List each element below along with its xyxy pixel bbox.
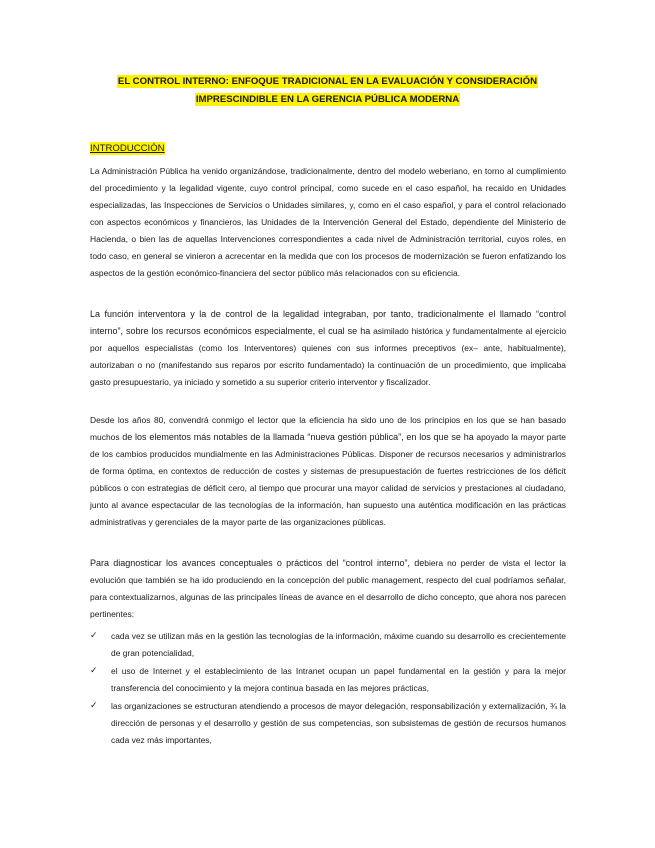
paragraph-1: [90, 163, 566, 282]
paragraph-4: [90, 555, 566, 623]
document-title: [90, 73, 565, 109]
checkmark-icon: ✓: [90, 666, 98, 676]
paragraph-4-text: biera no perder de vista el lector la evolución que también se ha ido produciendo en la concepción del public management, respecto del cual podríamos señalar, para contextualizarnos, algunas de las principales líneas de avance en el desarrollo de dicho concepto, que ahora nos parecen pertinentes:: [90, 558, 566, 619]
list-item: [90, 698, 566, 749]
paragraph-2: [90, 306, 566, 391]
paragraph-1-text: La Administración Pública ha venido organizándose, tradicionalmente, dentro del modelo weberiano, en torno al cumplimiento del procedimiento y la legalidad vigente, cuyo control principal, como sucede en el caso español, ha recaído en Unidades especializadas, las Inspecciones de Servicios o Unidades similares, y, como en el caso español, y para el control relacionado con aspectos económicos y financieros, las Unidades de la Intervención General del Estado, dependiente del Ministerio de Hacienda, o bien las de aquellas Intervenciones correspondientes a cada nivel de Administración territorial, cuyos roles, en todo caso, en general se vinieron a acrecentar en la medida que con los procesos de modernización se fueron enfatizando los aspectos de la gestión económico-financiera del sector público más relacionados con su eficiencia.: [90, 166, 566, 278]
paragraph-3-text-before: Desde los años 80, convendrá conmigo el lector que la eficiencia ha sido uno de los principios en los que se han basado muchos: [90, 415, 566, 442]
paragraph-3-mid: de los elementos más notables de la llamada “nueva gestión pública”, en los que se ha: [122, 432, 474, 442]
checkmark-icon: ✓: [90, 701, 98, 711]
list-item: [90, 628, 566, 662]
paragraph-3: [90, 412, 566, 531]
section-heading: INTRODUCCIÓN: [90, 143, 165, 154]
paragraph-2-lead: La función interventora y la de control de la legalidad integraban, por tanto, tradicionalmente el llamado “control interno”, sobre los recursos económicos especialmente, el cual se ha: [90, 309, 566, 336]
list-item: [90, 663, 566, 697]
bullet-list: [90, 628, 566, 750]
paragraph-3-text: apoyado la mayor parte de los cambios producidos mundialmente en las Administraciones Públicas. Disponer de recursos necesarios y administrarlos de forma óptima, en contextos de reducción de costes y sistemas de presupuestación de fuertes restricciones de los déficit públicos o con estrategias de déficit cero, al tiempo que procurar una mayor calidad de servicios y prestaciones al ciudadano, junto al avance espectacular de las tecnologías de la información, han supuesto una auténtica modificación en las prácticas administrativas y gerenciales de la mayor parte de las organizaciones públicas.: [90, 432, 567, 527]
paragraph-2-text: asimilado histórica y fundamentalmente al ejercicio por aquellos especialistas (como los Interventores) quienes con sus informes preceptivos (ex– ante, habitualmente), autorizaban o no (manifestando sus reparos por escrito fundamentado) la continuación de un procedimiento, que implicaba gasto presupuestario, ya iniciado y sometido a su superior criterio interventor y fiscalizador.: [90, 326, 567, 387]
checkmark-icon: ✓: [90, 631, 98, 641]
bullet-text: las organizaciones se estructuran atendiendo a procesos de mayor delegación, responsabilización y externalización, ¾ la dirección de personas y el desarrollo y gestión de sus competencias, son subsistemas de gestión de recursos humanos cada vez más importantes,: [111, 701, 566, 745]
bullet-text: el uso de Internet y el establecimiento de las Intranet ocupan un papel fundamental en la gestión y para la mejor transferencia del conocimiento y la mejora continua basada en las mejores prácticas,: [111, 666, 566, 693]
paragraph-4-lead: Para diagnosticar los avances conceptuales o prácticos del “control interno”, de: [90, 558, 425, 568]
title-line-1: EL CONTROL INTERNO: ENFOQUE TRADICIONAL EN LA EVALUACIÓN Y CONSIDERACIÓN: [117, 76, 538, 87]
title-line-2: IMPRESCINDIBLE EN LA GERENCIA PÚBLICA MODERNA: [195, 94, 460, 105]
bullet-text: cada vez se utilizan más en la gestión las tecnologías de la información, máxime cuando su desarrollo es crecientemente de gran potencialidad,: [111, 631, 566, 658]
